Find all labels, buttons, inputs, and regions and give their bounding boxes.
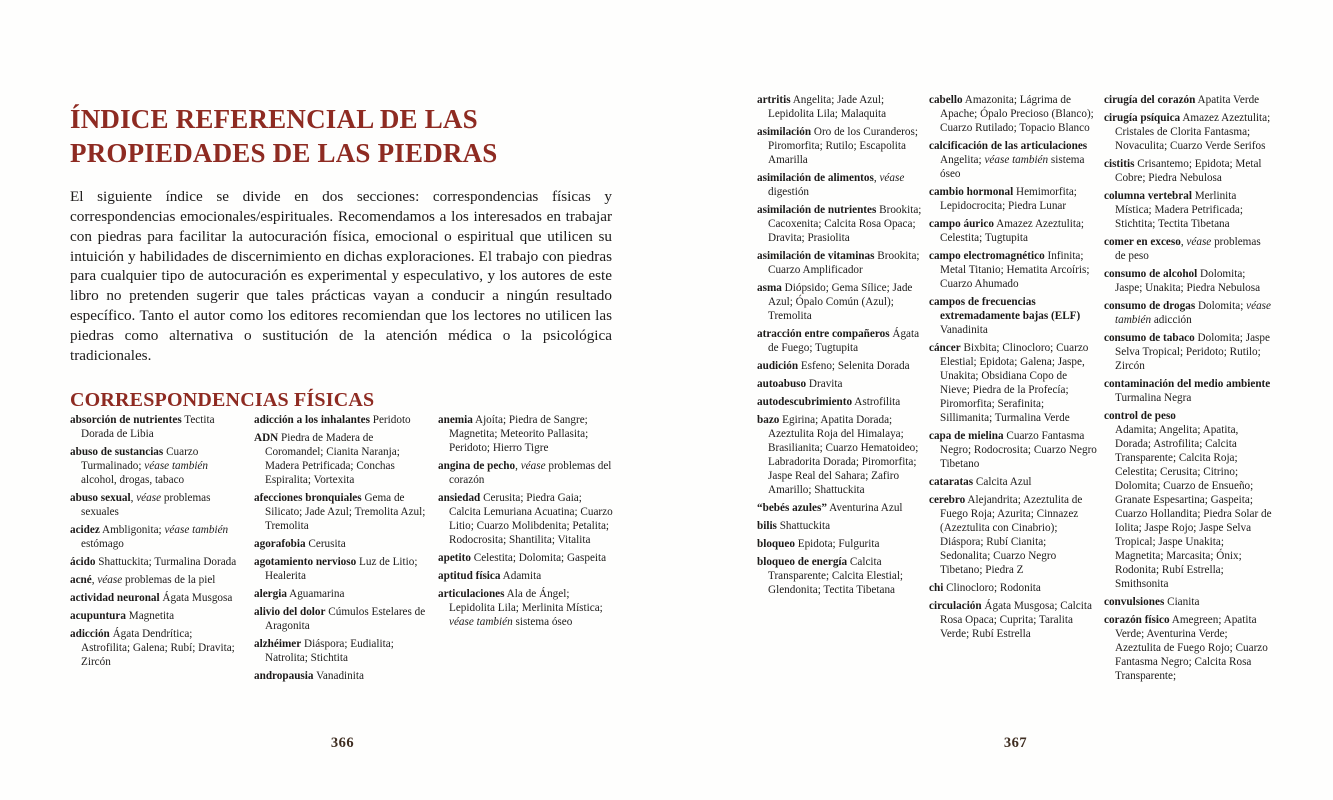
index-column-left-1 [70,413,242,673]
index-entry: comer en exceso, véase problemas de peso [1104,236,1261,262]
index-entry: asimilación de nutrientes Brookita; Cacoxenita; Calcita Rosa Opaca; Dravita; Prasiolita [757,204,922,244]
index-entry: alergia Aguamarina [254,588,345,600]
index-entry: calcificación de las articulaciones Angelita; véase también sistema óseo [929,140,1088,180]
page-number-left: 366 [330,735,355,751]
index-entry: anemia Ajoíta; Piedra de Sangre; Magnetita; Meteorito Pallasita; Peridoto; Hierro Tigre [438,414,589,454]
index-entry: autoabuso Dravita [757,378,843,390]
index-entry: asma Diópsido; Gema Sílice; Jade Azul; Ópalo Común (Azul); Tremolita [757,282,913,322]
index-entry: ansiedad Cerusita; Piedra Gaia; Calcita Lemuriana Acuatina; Cuarzo Litio; Cuarzo Molibdenita; Petalita; Rodocrosita; Shantilita; Vitalita [438,492,613,546]
index-entry: bloqueo de energía Calcita Transparente; Calcita Elestial; Glendonita; Tectita Tibetana [757,556,904,596]
index-entry: actividad neuronal Ágata Musgosa [70,592,233,604]
page-title: ÍNDICE REFERENCIAL DE LAS PROPIEDADES DE LAS PIEDRAS [70,104,498,169]
index-entry: angina de pecho, véase problemas del corazón [438,460,612,486]
index-entry: artritis Angelita; Jade Azul; Lepidolita Lila; Malaquita [757,94,887,120]
index-entry: capa de mielina Cuarzo Fantasma Negro; Rodocrosita; Cuarzo Negro Tibetano [929,430,1097,470]
index-column-right-2 [929,93,1099,645]
index-entry: cerebro Alejandrita; Azeztulita de Fuego Roja; Azurita; Cinnazez (Azeztulita con Cinabrio); Diáspora; Rubí Cianita; Sedonalita; Cuarzo Negro Tibetano; Piedra Z [929,494,1083,576]
index-column-right-3 [1104,93,1274,687]
index-column-left-3 [438,413,616,633]
index-entry: convulsiones Cianita [1104,596,1200,608]
index-entry: consumo de tabaco Dolomita; Jaspe Selva Tropical; Peridoto; Rutilo; Zircón [1104,332,1270,372]
index-entry: acidez Ambligonita; véase también estómago [70,524,229,550]
index-entry: absorción de nutrientes Tectita Dorada de Libia [70,414,215,440]
index-entry: circulación Ágata Musgosa; Calcita Rosa Opaca; Cuprita; Taralita Verde; Rubí Estrella [929,600,1092,640]
index-entry: columna vertebral Merlinita Mística; Madera Petrificada; Stichtita; Tectita Tibetana [1104,190,1243,230]
index-entry: acné, véase problemas de la piel [70,574,216,586]
index-entry: acupuntura Magnetita [70,610,175,622]
index-entry: “bebés azules” Aventurina Azul [757,502,903,514]
index-entry: cabello Amazonita; Lágrima de Apache; Ópalo Precioso (Blanco); Cuarzo Rutilado; Topacio Blanco [929,94,1094,134]
index-entry: campo electromagnético Infinita; Metal Titanio; Hematita Arcoíris; Cuarzo Ahumado [929,250,1090,290]
index-entry: corazón físico Amegreen; Apatita Verde; Aventurina Verde; Azeztulita de Fuego Rojo; Cuarzo Fantasma Negro; Calcita Rosa Transparente; [1104,614,1268,682]
index-entry: chi Clinocloro; Rodonita [929,582,1041,594]
index-entry: cirugía del corazón Apatita Verde [1104,94,1260,106]
index-entry: adicción a los inhalantes Peridoto [254,414,411,426]
index-entry: bilis Shattuckita [757,520,831,532]
index-entry: autodescubrimiento Astrofilita [757,396,901,408]
index-entry: agotamiento nervioso Luz de Litio; Healerita [254,556,418,582]
index-entry: asimilación de vitaminas Brookita; Cuarzo Amplificador [757,250,920,276]
index-entry: campo áurico Amazez Azeztulita; Celestita; Tugtupita [929,218,1085,244]
index-entry: consumo de drogas Dolomita; véase también adicción [1104,300,1271,326]
index-entry: abuso sexual, véase problemas sexuales [70,492,211,518]
intro-paragraph: El siguiente índice se divide en dos secciones: correspondencias físicas y correspondencias emocionales/espirituales. Recomendamos a los interesados en trabajar con piedras para facilitar la autocuración física, emocional o espiritual que utilicen su intuición y habilidades de discernimiento en dichas exploraciones. El trabajo con piedras para cualquier tipo de autocuración es experimental y especulativo, y los autores de este libro no pretenden sugerir que tales prácticas vayan a conducir a ningún resultado específico. Tanto el autor como los editores recomiendan que los lectores no utilicen las piedras como alternativa o sustitución de la atención médica o la psicológica tradicionales. [70,188,612,364]
index-entry: cataratas Calcita Azul [929,476,1032,488]
index-entry: consumo de alcohol Dolomita; Jaspe; Unakita; Piedra Nebulosa [1104,268,1261,294]
index-entry: bazo Egirina; Apatita Dorada; Azeztulita Roja del Himalaya; Brasilianita; Cuarzo Hematoideo; Labradorita Dorada; Piromorfita; Jaspe Real del Sahara; Zafiro Amarillo; Shattuckita [757,414,919,496]
index-entry: ácido Shattuckita; Turmalina Dorada [70,556,237,568]
section-heading-correspondencias-fisicas: CORRESPONDENCIAS FÍSICAS [70,388,375,411]
index-entry: abuso de sustancias Cuarzo Turmalinado; véase también alcohol, drogas, tabaco [70,446,208,486]
index-entry: alivio del dolor Cúmulos Estelares de Aragonita [254,606,426,632]
index-entry: cáncer Bixbita; Clinocloro; Cuarzo Elestial; Epidota; Galena; Jaspe, Unakita; Obsidiana Copo de Nieve; Piedra de la Profecía; Piromorfita; Serafinita; Sillimanita; Turmalina Verde [929,342,1089,424]
index-column-right-1 [757,93,924,601]
index-entry: agorafobia Cerusita [254,538,346,550]
index-entry: bloqueo Epidota; Fulgurita [757,538,880,550]
index-entry: cambio hormonal Hemimorfita; Lepidocrocita; Piedra Lunar [929,186,1077,212]
index-entry: campos de frecuencias extremadamente bajas (ELF) Vanadinita [929,296,1081,336]
index-entry: asimilación Oro de los Curanderos; Piromorfita; Rutilo; Escapolita Amarilla [757,126,918,166]
index-entry: contaminación del medio ambiente Turmalina Negra [1104,378,1271,404]
index-entry: andropausia Vanadinita [254,670,364,682]
page-number-right: 367 [1003,735,1028,751]
index-entry: apetito Celestita; Dolomita; Gaspeita [438,552,607,564]
index-entry: adicción Ágata Dendrítica; Astrofilita; Galena; Rubí; Dravita; Zircón [70,628,235,668]
index-entry: atracción entre compañeros Ágata de Fuego; Tugtupita [757,328,920,354]
index-entry: cistitis Crisantemo; Epidota; Metal Cobre; Piedra Nebulosa [1104,158,1262,184]
index-entry: alzhéimer Diáspora; Eudialita; Natrolita; Stichtita [254,638,394,664]
index-entry: aptitud física Adamita [438,570,542,582]
index-entry: articulaciones Ala de Ángel; Lepidolita Lila; Merlinita Mística; véase también sistema óseo [438,588,603,628]
index-entry: ADN Piedra de Madera de Coromandel; Cianita Naranja; Madera Petrificada; Conchas Espiralita; Vortexita [254,432,400,486]
index-column-left-2 [254,413,432,687]
index-entry: afecciones bronquiales Gema de Silicato; Jade Azul; Tremolita Azul; Tremolita [254,492,426,532]
index-entry: audición Esfeno; Selenita Dorada [757,360,910,372]
index-entry: control de peso Adamita; Angelita; Apatita, Dorada; Astrofilita; Calcita Transparente; Calcita Roja; Celestita; Cerusita; Citrino; Dolomita; Cuarzo de Ensueño; Granate Espesartina; Gaspeita; Cuarzo Hollandita; Piedra Solar de Iolita; Jaspe Rojo; Jaspe Selva Tropical; Jaspe Unakita; Magnetita; Marcasita; Ónix; Rodonita; Rubí Estrella; Smithsonita [1104,410,1272,590]
index-entry: cirugía psíquica Amazez Azeztulita; Cristales de Clorita Fantasma; Novaculita; Cuarzo Verde Serifos [1104,112,1271,152]
index-entry: asimilación de alimentos, véase digestión [757,172,905,198]
